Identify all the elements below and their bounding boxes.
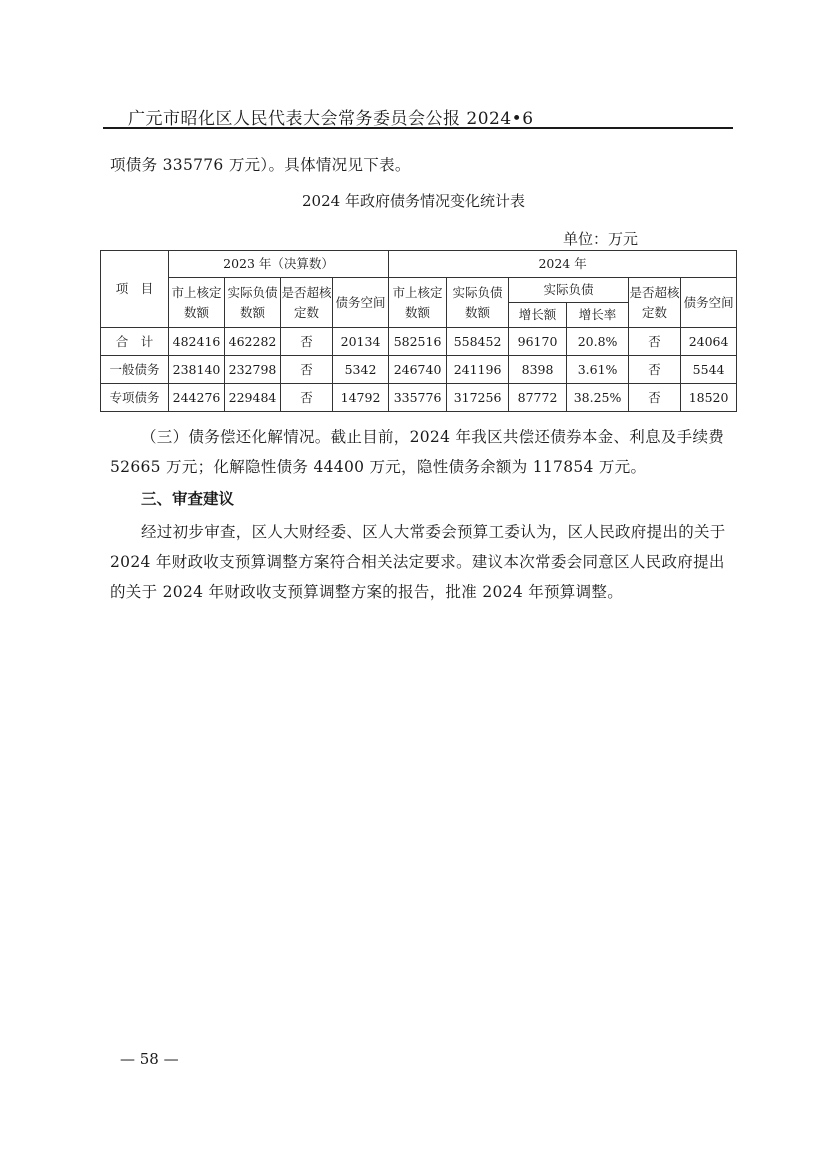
cell: 96170 (509, 328, 567, 356)
cell: 20134 (333, 328, 389, 356)
cell: 5342 (333, 356, 389, 384)
intro-line: 项债务 335776 万元）。具体情况见下表。 (110, 156, 411, 174)
cell: 8398 (509, 356, 567, 384)
repayment-paragraph: （三）债务偿还化解情况。截止目前，2024 年我区共偿还债券本金、利息及手续费 52665 万元；化解隐性债务 44400 万元，隐性债务余额为 117854 万元。 (110, 428, 725, 476)
cell: 232798 (225, 356, 281, 384)
cell: 5544 (681, 356, 737, 384)
cell: 3.61% (567, 356, 629, 384)
cell: 否 (281, 356, 333, 384)
cell: 317256 (447, 384, 509, 412)
header-2024-actual-debt: 实际负债数额 (447, 278, 509, 328)
cell: 否 (629, 384, 681, 412)
row-label: 合 计 (101, 328, 169, 356)
debt-statistics-table (100, 250, 737, 412)
header-2024-actual-debt-group: 实际负债 (509, 278, 629, 303)
header-item: 项 目 (101, 251, 169, 328)
row-label: 专项债务 (101, 384, 169, 412)
cell: 238140 (169, 356, 225, 384)
cell: 20.8% (567, 328, 629, 356)
cell: 482416 (169, 328, 225, 356)
row-label: 一般债务 (101, 356, 169, 384)
header-2024-growth-amount: 增长额 (509, 303, 567, 328)
cell: 335776 (389, 384, 447, 412)
table-row (101, 356, 737, 384)
header-2024-exceed: 是否超核定数 (629, 278, 681, 328)
table-row (101, 328, 737, 356)
cell: 244276 (169, 384, 225, 412)
page-number: — 58 — (120, 1050, 179, 1068)
header-2023-exceed: 是否超核定数 (281, 278, 333, 328)
cell: 229484 (225, 384, 281, 412)
header-group-2024: 2024 年 (389, 251, 737, 278)
header-2023-actual-debt: 实际负债数额 (225, 278, 281, 328)
cell: 否 (281, 328, 333, 356)
cell: 否 (629, 356, 681, 384)
cell: 否 (629, 328, 681, 356)
header-2023-city-approved: 市上核定数额 (169, 278, 225, 328)
cell: 24064 (681, 328, 737, 356)
header-2024-city-approved: 市上核定数额 (389, 278, 447, 328)
cell: 241196 (447, 356, 509, 384)
review-paragraph: 经过初步审查，区人大财经委、区人大常委会预算工委认为，区人民政府提出的关于 2024 年财政收支预算调整方案符合相关法定要求。建议本次常委会同意区人民政府提出的关于 2024 年财政收支预算调整方案的报告，批准 2024 年预算调整。 (110, 523, 726, 601)
header-2024-space: 债务空间 (681, 278, 737, 328)
cell: 462282 (225, 328, 281, 356)
bulletin-header-title: 广元市昭化区人民代表大会常务委员会公报 2024•6 (128, 109, 534, 129)
header-group-2023: 2023 年（决算数） (169, 251, 389, 278)
table-title: 2024 年政府债务情况变化统计表 (302, 192, 525, 210)
header-divider (103, 127, 733, 129)
cell: 14792 (333, 384, 389, 412)
section-heading: 三、审查建议 (141, 489, 235, 508)
header-2024-growth-rate: 增长率 (567, 303, 629, 328)
header-2023-space: 债务空间 (333, 278, 389, 328)
cell: 18520 (681, 384, 737, 412)
cell: 38.25% (567, 384, 629, 412)
table-row (101, 384, 737, 412)
cell: 246740 (389, 356, 447, 384)
table-unit: 单位：万元 (563, 230, 639, 248)
cell: 否 (281, 384, 333, 412)
cell: 582516 (389, 328, 447, 356)
cell: 87772 (509, 384, 567, 412)
cell: 558452 (447, 328, 509, 356)
